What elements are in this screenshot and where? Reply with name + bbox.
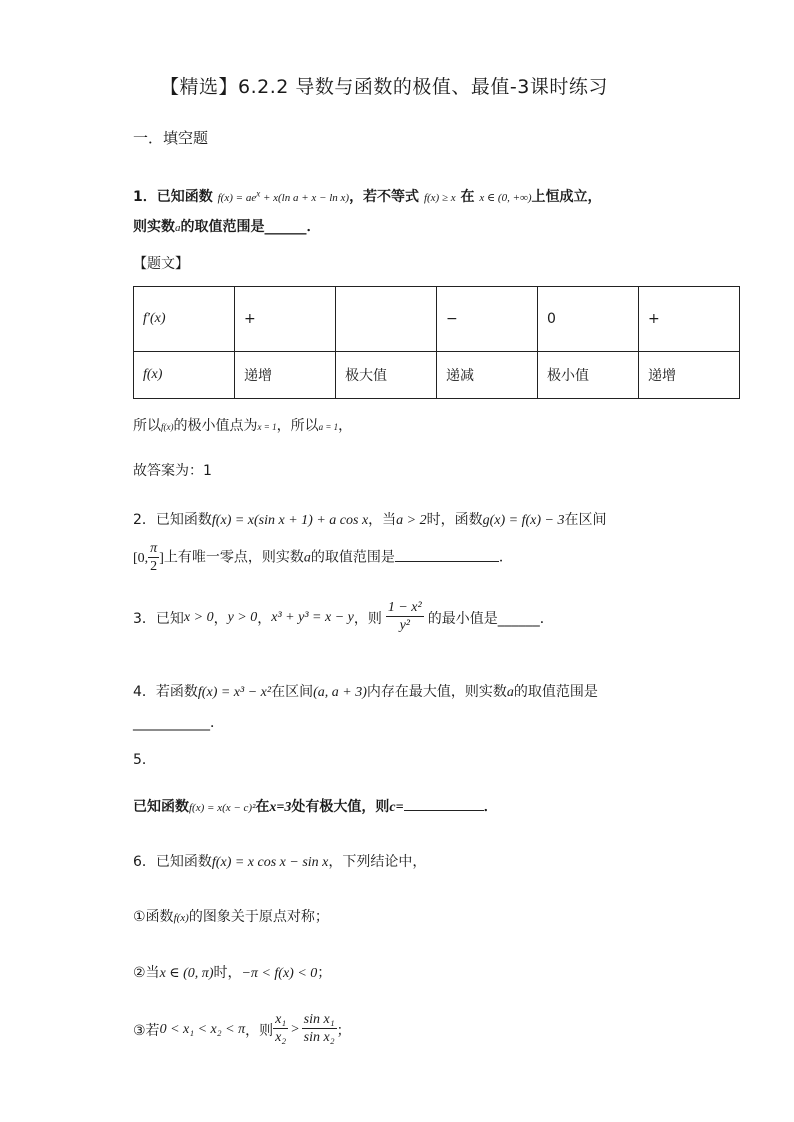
- interval-formula: (a, a + 3): [313, 685, 367, 700]
- question-6-stem: [133, 851, 426, 871]
- table-row: [134, 287, 740, 352]
- table-cell: 0: [538, 287, 639, 352]
- question-number: 1．: [133, 189, 157, 205]
- solution-text: ，所以: [276, 418, 319, 434]
- question-text: 的取值范围是: [310, 549, 395, 566]
- a-value-formula: a = 1: [318, 422, 339, 432]
- x-value: x=3: [269, 800, 292, 815]
- question-number: 3．: [133, 610, 156, 627]
- question-text: 已知函数: [156, 189, 213, 205]
- variable-a: a: [303, 550, 311, 566]
- solution-text: 所以: [133, 418, 161, 434]
- question-2-line-2: [133, 541, 513, 576]
- question-2-line-1: [133, 509, 607, 529]
- question-text: ．: [483, 799, 498, 815]
- function-formula: $f(x) = ae^x + x(\ln$ a + x − ln x): [217, 188, 350, 204]
- question-text: 时，函数: [426, 512, 483, 528]
- statement-text: 的图象关于原点对称；: [188, 909, 329, 925]
- section-heading: 一．填空题: [133, 129, 209, 147]
- question-text: 内存在最大值，则实数: [366, 684, 507, 700]
- g-function-formula: g(x) = f(x) − 3: [482, 513, 565, 528]
- domain-formula: x ∈ (0, +∞): [479, 192, 532, 204]
- table-cell: 递增: [639, 352, 740, 399]
- table-cell: [336, 287, 437, 352]
- answer-blank: [404, 796, 484, 811]
- solution-line: [133, 415, 352, 435]
- question-text: ，下列结论中，: [328, 854, 427, 870]
- question-text: 已知函数: [133, 799, 189, 815]
- question-text: 的取值范围是: [513, 684, 598, 700]
- table-cell: +: [235, 287, 336, 352]
- question-text: 在区间: [564, 512, 607, 528]
- question-text: 在区间: [271, 684, 314, 700]
- question-3: [133, 600, 554, 635]
- question-4-line-1: [133, 681, 598, 701]
- sign-table: [133, 286, 740, 399]
- page-title: 【精选】6.2.2 导数与函数的极值、最值-3课时练习: [160, 76, 608, 98]
- question-text: 则实数: [133, 219, 175, 235]
- answer-blank: [395, 547, 499, 562]
- question-4-line-2: ___________．: [133, 715, 224, 731]
- question-1-line-2: [133, 216, 321, 236]
- question-5-text: [133, 796, 498, 816]
- question-text: 处有极大值，则: [291, 799, 390, 815]
- fraction-formula: $\frac{\text{x₁}}{\text{x₂}}$: [275, 1012, 287, 1045]
- function-formula: f(x): [173, 912, 189, 924]
- statement-text: ；: [336, 1022, 351, 1039]
- table-cell: 极大值: [336, 352, 437, 399]
- question-text: ．: [498, 549, 513, 566]
- question-text: 上恒成立，: [531, 189, 602, 205]
- statement-text: ①函数: [133, 909, 174, 925]
- question-text: 在: [460, 189, 475, 205]
- statement-text: ③若: [133, 1022, 160, 1039]
- inequality-formula: −π < f(x) < 0: [241, 966, 318, 981]
- statement-3: [133, 1012, 351, 1047]
- question-1-line-1: [133, 186, 602, 206]
- separator: ，: [213, 610, 228, 627]
- table-row: [134, 352, 740, 399]
- separator: ，: [257, 610, 272, 627]
- min-point-formula: x = 1: [257, 422, 277, 432]
- statement-2: [133, 962, 331, 982]
- question-text: 已知函数: [155, 854, 212, 870]
- statement-text: 时，: [213, 965, 242, 981]
- question-text: ，当: [368, 512, 397, 528]
- question-text: ，若不等式: [349, 189, 420, 205]
- condition-formula: a > 2: [396, 513, 427, 528]
- condition-formula: 0 < x₁ < x₂ < π: [159, 1021, 246, 1037]
- question-text: 已知函数: [155, 512, 212, 528]
- condition-x: x > 0: [183, 609, 214, 625]
- table-cell: f′(x): [134, 287, 235, 352]
- table-cell: 递减: [437, 352, 538, 399]
- equation-formula: x³ + y³ = x − y: [271, 609, 354, 625]
- question-text: 已知: [155, 610, 184, 627]
- interval-formula: [0, $\frac{\pi}{2}$ ]: [133, 541, 164, 574]
- function-formula: f(x) = x³ − x²: [197, 685, 272, 700]
- question-number: 2．: [133, 512, 156, 528]
- question-5-number: 5．: [133, 752, 156, 768]
- question-text: 在: [255, 799, 270, 815]
- fraction-formula: $\frac{\text{sin x₁}}{\text{sin x₂}}$: [303, 1012, 335, 1045]
- table-cell: 极小值: [538, 352, 639, 399]
- answer-line: 故答案为：1: [133, 463, 212, 479]
- variable-a: a: [175, 222, 181, 234]
- greater-than: >: [290, 1021, 300, 1037]
- table-cell: f(x): [134, 352, 235, 399]
- variable-a: a: [506, 685, 514, 700]
- question-text: 若函数: [155, 684, 198, 700]
- table-cell: +: [639, 287, 740, 352]
- domain-formula: x ∈ (0, π): [159, 966, 214, 981]
- statement-text: ，则: [245, 1022, 274, 1039]
- table-cell: −: [437, 287, 538, 352]
- table-cell: 递增: [235, 352, 336, 399]
- function-formula: f(x): [161, 422, 174, 432]
- statement-1: [133, 906, 329, 926]
- function-formula: f(x) = x(x − c)²: [189, 802, 256, 814]
- question-text: 的取值范围是______．: [180, 219, 321, 235]
- c-variable: c=: [389, 800, 404, 815]
- solution-text: ，: [338, 418, 353, 434]
- question-text: ，则: [353, 610, 382, 627]
- function-formula: f(x) = x cos x − sin x: [211, 855, 329, 870]
- question-number: 4．: [133, 684, 156, 700]
- inequality-formula: f(x) ≥ x: [423, 192, 456, 204]
- question-number: 6．: [133, 854, 156, 870]
- statement-text: ；: [317, 965, 332, 981]
- function-formula: f(x) = x(sin x + 1) + a cos x: [211, 513, 369, 528]
- statement-text: ②当: [133, 965, 160, 981]
- tiwen-label: 【题文】: [133, 256, 189, 272]
- question-text: 上有唯一零点，则实数: [163, 549, 304, 566]
- solution-text: 的极小值点为: [173, 418, 258, 434]
- condition-y: y > 0: [227, 609, 258, 625]
- question-text: 的最小值是______．: [427, 610, 554, 627]
- fraction-formula: $\frac{\text{1 − x²}}{\text{y²}}$: [387, 600, 422, 633]
